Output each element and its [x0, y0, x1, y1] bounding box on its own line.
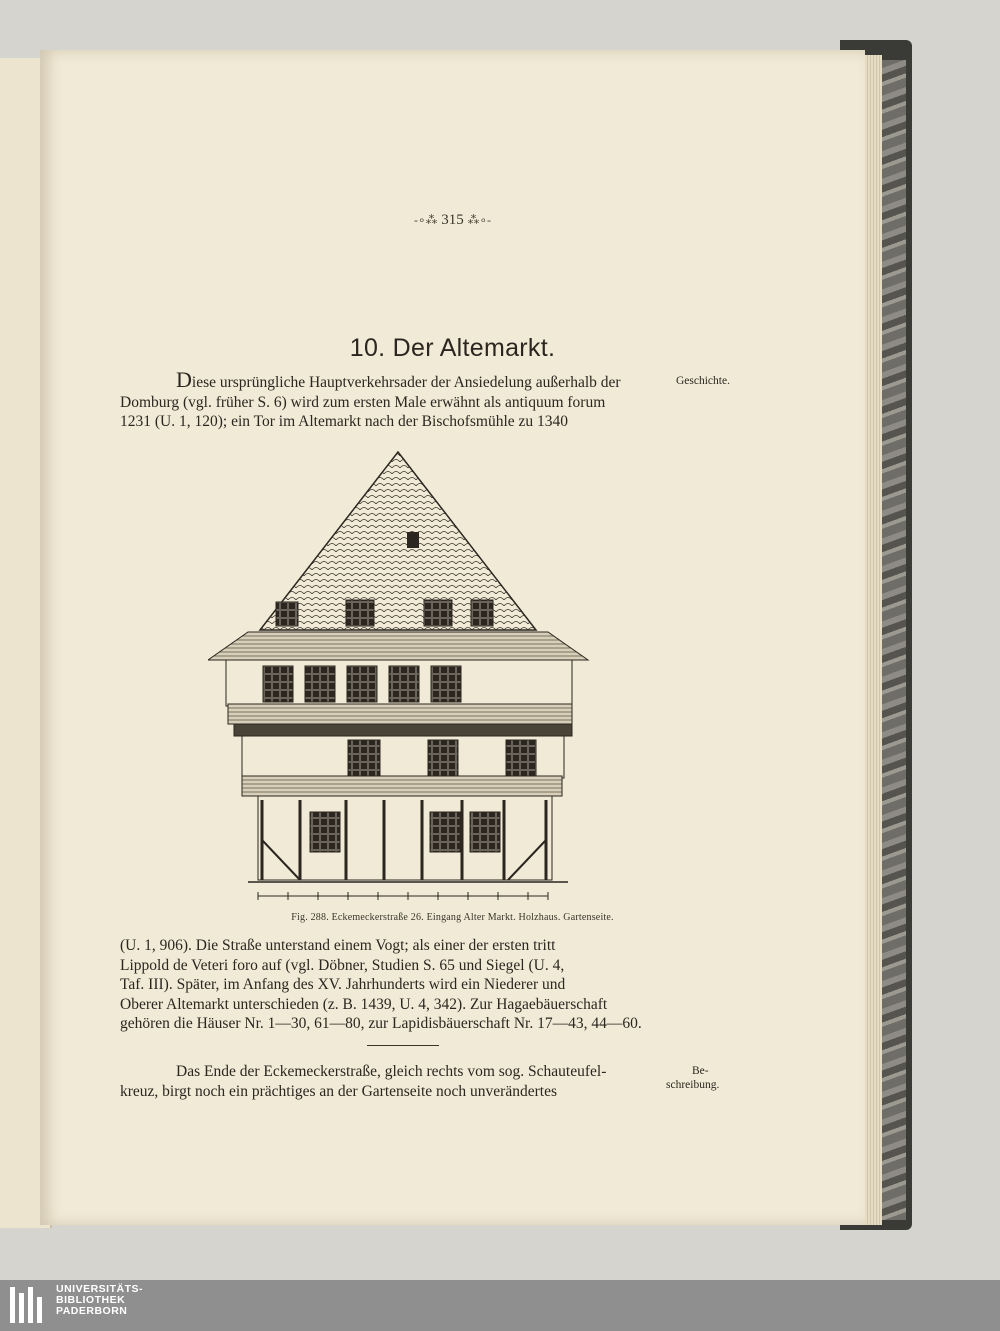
ornament-left: -∘⁂ — [413, 213, 438, 227]
description-paragraph — [120, 1062, 710, 1101]
section-heading: 10. Der Altemarkt. — [349, 334, 556, 362]
intro-line-2: Domburg (vgl. früher S. 6) wird zum ersten Male erwähnt als antiquum forum — [120, 393, 606, 411]
margin-note-2b: schreibung. — [666, 1079, 720, 1091]
history-line-3: Taf. III). Später, im Anfang des XV. Jahrhunderts wird ein Niederer und — [120, 976, 566, 993]
marbled-cover-edge — [878, 60, 906, 1220]
library-footer — [0, 1280, 1000, 1331]
house-illustration — [208, 450, 590, 908]
desc-line-2: kreuz, birgt noch ein prächtiges an der Gartenseite noch unverändertes — [120, 1082, 557, 1100]
history-paragraph — [120, 936, 710, 1034]
ornament-right: ⁂∘- — [467, 213, 492, 227]
section-rule — [367, 1045, 439, 1046]
history-line-5: gehören die Häuser Nr. 1—30, 61—80, zur Lapidisbäuerschaft Nr. 17—43, 44—60. — [120, 1015, 642, 1032]
intro-line-3: 1231 (U. 1, 120); ein Tor im Altemarkt nach der Bischofsmühle zu 1340 — [120, 413, 569, 430]
page-number: 315 — [441, 212, 464, 228]
footer-line-1: UNIVERSITÄTS- — [56, 1283, 144, 1295]
intro-line-1-text: iese ursprüngliche Hauptverkehrsader der Ansiedelung außerhalb der — [191, 374, 621, 391]
intro-paragraph — [120, 367, 710, 432]
history-line-1: (U. 1, 906). Die Straße unterstand einem Vogt; als einer der ersten tritt — [120, 937, 556, 954]
margin-note-beschreibung — [666, 1064, 720, 1092]
margin-note-geschichte: Geschichte. — [676, 375, 730, 387]
desc-line-1: Das Ende der Eckemeckerstraße, gleich rechts vom sog. Schauteufel- — [176, 1063, 607, 1080]
footer-line-3: PADERBORN — [56, 1305, 128, 1317]
figure-caption: Fig. 288. Eckemeckerstraße 26. Eingang Alter Markt. Holzhaus. Gartenseite. — [291, 912, 614, 923]
library-logo-icon — [10, 1283, 54, 1327]
footer-line-2: BIBLIOTHEK — [56, 1294, 126, 1306]
page-number-line — [40, 212, 865, 229]
history-line-4: Oberer Altemarkt unterschieden (z. B. 1439, U. 4, 342). Zur Hagaebäuerschaft — [120, 995, 608, 1013]
margin-note-2a: Be- — [692, 1065, 709, 1077]
intro-line-1 — [120, 367, 710, 393]
right-page — [40, 50, 865, 1225]
drop-cap: D — [176, 367, 192, 392]
history-line-2: Lippold de Veteri foro auf (vgl. Döbner, Studien S. 65 und Siegel (U. 4, — [120, 956, 565, 974]
